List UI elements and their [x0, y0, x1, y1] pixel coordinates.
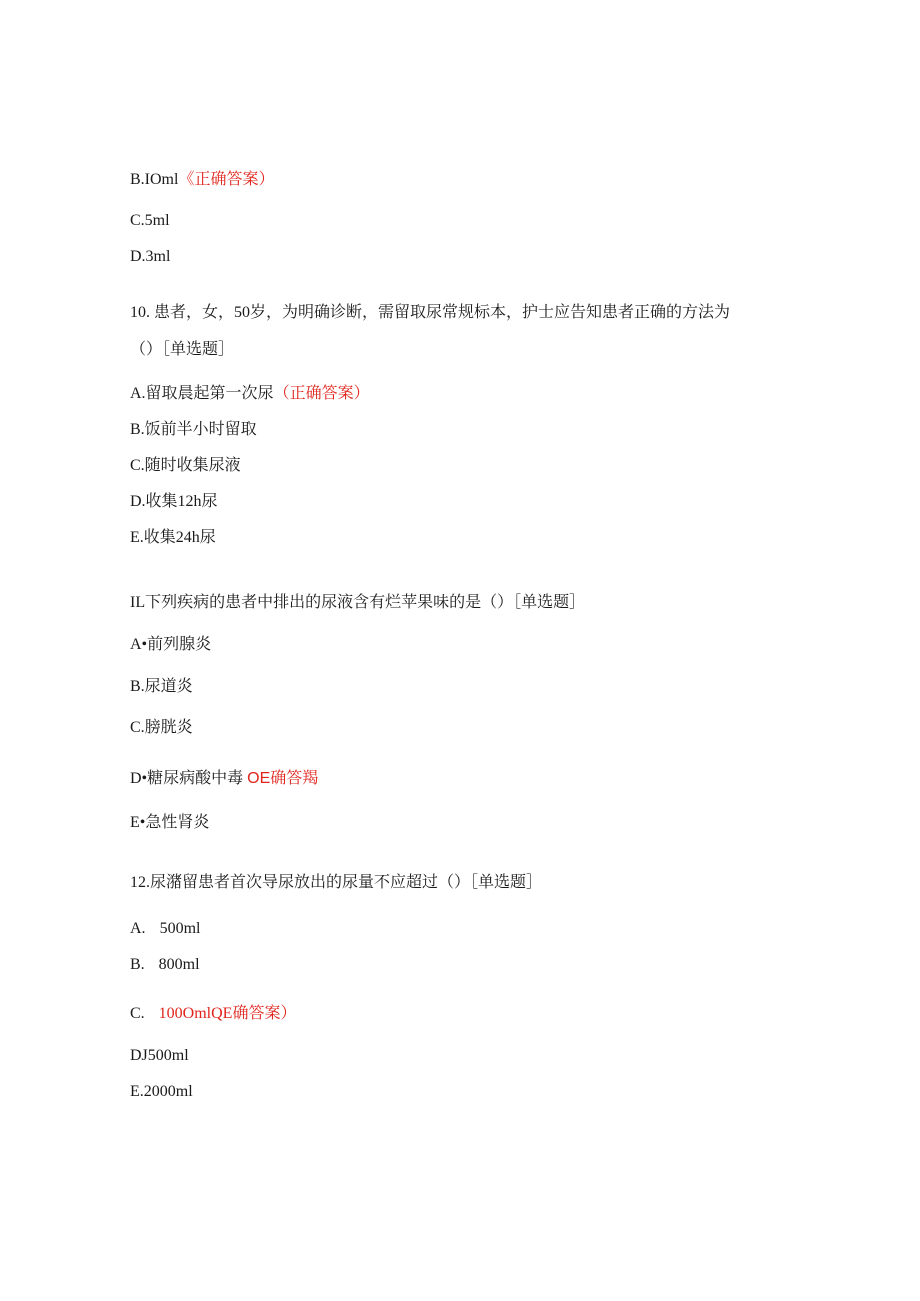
q12-option-b-letter: B. [130, 956, 145, 973]
q11-correct-answer-mark: OE确答羯 [247, 770, 319, 787]
q12-option-d: DJ500ml [130, 1047, 189, 1064]
q10-option-b: B.饭前半小时留取 [130, 421, 257, 438]
q12-option-c [130, 1003, 296, 1025]
q10-option-d: D.收集12h尿 [130, 493, 218, 510]
q11-stem: IL下列疾病的患者中排出的尿液含有烂苹果味的是（）［单选题］ [130, 594, 586, 611]
q10-option-a-text: A.留取晨起第一次尿 [130, 385, 274, 402]
q9-option-b [130, 169, 274, 191]
q10-option-c: C.随时收集尿液 [130, 457, 241, 474]
q12-option-a-value: 500ml [159, 920, 201, 937]
q12-option-c-letter: C. [130, 1005, 145, 1022]
q11-option-c: C.膀胱炎 [130, 719, 193, 736]
q9-option-b-text: B.IOml [130, 171, 179, 188]
q12-option-b [130, 954, 200, 976]
q11-option-d-text: D•糖尿病酸中毒 [130, 770, 244, 787]
q12-option-b-value: 800ml [158, 956, 200, 973]
q11-option-e: E•急性肾炎 [130, 814, 210, 831]
q12-correct-answer-mark: 100OmlQE确答案） [158, 1005, 297, 1022]
q12-option-a [130, 918, 200, 940]
q10-correct-answer-mark: （正确答案） [273, 385, 370, 402]
q9-option-d: D.3ml [130, 248, 171, 265]
q10-stem-type: （）［单选题］ [130, 341, 235, 358]
q10-stem: 10. 患者，女，50岁，为明确诊断，需留取尿常规标本，护士应告知患者正确的方法为 [130, 304, 731, 321]
q12-stem: 12.尿潴留患者首次导尿放出的尿量不应超过（）［单选题］ [130, 874, 543, 891]
q9-correct-answer-mark: 《正确答案） [178, 171, 275, 188]
q10-option-e: E.收集24h尿 [130, 529, 216, 546]
q9-option-c: C.5ml [130, 212, 170, 229]
q11-option-a: A•前列腺炎 [130, 636, 212, 653]
q11-option-d [130, 768, 318, 790]
q12-option-e: E.2000ml [130, 1083, 193, 1100]
q10-option-a [130, 383, 370, 405]
q11-option-b: B.尿道炎 [130, 678, 193, 695]
q12-option-a-letter: A. [130, 920, 146, 937]
